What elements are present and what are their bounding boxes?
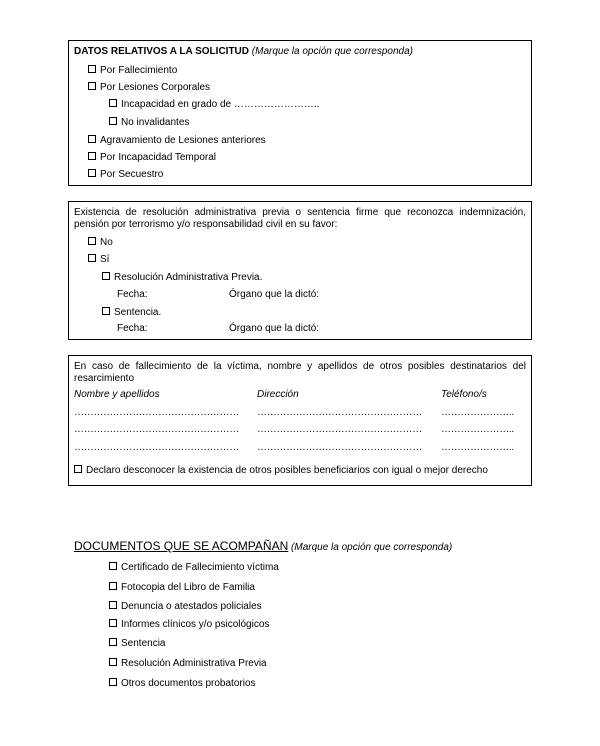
- option-label: Por Secuestro: [100, 169, 164, 180]
- checkbox[interactable]: [109, 117, 117, 125]
- checkbox[interactable]: [74, 465, 82, 473]
- doc-libro-familia[interactable]: [109, 582, 255, 594]
- solicitud-note: (Marque la opción que corresponda): [251, 46, 413, 57]
- option-secuestro[interactable]: [88, 169, 163, 181]
- option-label: No invalidantes: [121, 117, 190, 128]
- direccion-field-1[interactable]: ……………………………………………: [257, 407, 422, 418]
- documentos-title: DOCUMENTOS QUE SE ACOMPAÑAN: [74, 539, 289, 553]
- telefono-field-1[interactable]: …………………..: [441, 407, 514, 418]
- checkbox[interactable]: [109, 619, 117, 627]
- doc-denuncia[interactable]: [109, 601, 262, 613]
- option-incapacidad-grado[interactable]: [109, 99, 319, 111]
- col-direccion-header: Dirección: [257, 389, 299, 400]
- doc-label: Sentencia: [121, 638, 166, 649]
- doc-label: Certificado de Fallecimiento víctima: [121, 562, 279, 573]
- option-label: Por Lesiones Corporales: [100, 82, 211, 93]
- checkbox[interactable]: [88, 135, 96, 143]
- doc-label: Informes clínicos y/o psicológicos: [121, 619, 270, 630]
- option-label: Sentencia.: [114, 307, 162, 318]
- checkbox[interactable]: [88, 237, 96, 245]
- doc-otros[interactable]: [109, 678, 256, 690]
- doc-sentencia[interactable]: [109, 638, 165, 650]
- option-label: Agravamiento de Lesiones anteriores: [100, 135, 266, 146]
- checkbox[interactable]: [88, 169, 96, 177]
- sentencia-fecha-label: Fecha:: [117, 323, 148, 334]
- checkbox[interactable]: [102, 272, 110, 280]
- checkbox[interactable]: [109, 638, 117, 646]
- doc-label: Denuncia o atestados policiales: [121, 601, 262, 612]
- option-label: Por Incapacidad Temporal: [100, 152, 216, 163]
- option-label: Declaro desconocer la existencia de otros posibles beneficiarios con igual o mejor derecho: [86, 465, 488, 476]
- checkbox[interactable]: [109, 678, 117, 686]
- solicitud-title: DATOS RELATIVOS A LA SOLICITUD: [74, 46, 249, 57]
- col-nombre-header: Nombre y apellidos: [74, 389, 160, 400]
- sentencia-organo-label: Órgano que la dictó:: [229, 323, 320, 334]
- doc-resolucion[interactable]: [109, 658, 267, 670]
- option-no-invalidantes[interactable]: [109, 117, 189, 129]
- option-label: Sí: [100, 254, 110, 265]
- checkbox[interactable]: [88, 152, 96, 160]
- option-fallecimiento[interactable]: [88, 65, 177, 77]
- option-sentencia[interactable]: [102, 307, 161, 319]
- option-resolucion-previa[interactable]: [102, 272, 262, 284]
- checkbox[interactable]: [109, 99, 117, 107]
- doc-label: Resolución Administrativa Previa: [121, 658, 267, 669]
- solicitud-section: [68, 40, 532, 186]
- option-declaro[interactable]: [74, 465, 488, 477]
- option-label: Resolución Administrativa Previa.: [114, 272, 263, 283]
- option-lesiones[interactable]: [88, 82, 210, 94]
- checkbox[interactable]: [109, 658, 117, 666]
- telefono-field-2[interactable]: …………………..: [441, 424, 514, 435]
- resolucion-intro: Existencia de resolución administrativa previa o sentencia firme que reconozca indemnización, pensión por terrorismo y/o responsabilidad civil en su favor:: [74, 207, 526, 230]
- checkbox[interactable]: [102, 307, 110, 315]
- option-incapacidad-temporal[interactable]: [88, 152, 216, 164]
- checkbox[interactable]: [88, 65, 96, 73]
- col-telefono-header: Teléfono/s: [441, 389, 487, 400]
- option-no[interactable]: [88, 237, 113, 249]
- telefono-field-3[interactable]: …………………..: [441, 442, 514, 453]
- doc-label: Otros documentos probatorios: [121, 678, 256, 689]
- option-label: No: [100, 237, 113, 248]
- doc-certificado[interactable]: [109, 562, 279, 574]
- option-label: Incapacidad en grado de ……………………..: [121, 99, 320, 110]
- doc-informes[interactable]: [109, 619, 269, 631]
- nombre-field-1[interactable]: ……………………………………………: [74, 407, 239, 418]
- option-si[interactable]: [88, 254, 109, 266]
- direccion-field-2[interactable]: ……………………………………………: [257, 424, 422, 435]
- resolucion-fecha-label: Fecha:: [117, 289, 148, 300]
- checkbox[interactable]: [88, 254, 96, 262]
- checkbox[interactable]: [109, 601, 117, 609]
- nombre-field-3[interactable]: ……………………………………………: [74, 442, 239, 453]
- checkbox[interactable]: [109, 582, 117, 590]
- documentos-note: (Marque la opción que corresponda): [291, 542, 453, 553]
- option-label: Por Fallecimiento: [100, 65, 178, 76]
- solicitud-heading: [74, 46, 413, 58]
- checkbox[interactable]: [88, 82, 96, 90]
- documentos-heading: [74, 539, 452, 555]
- doc-label: Fotocopia del Libro de Familia: [121, 582, 255, 593]
- option-agravamiento[interactable]: [88, 135, 266, 147]
- fallecimiento-intro: En caso de fallecimiento de la víctima, nombre y apellidos de otros posibles destinatarios del resarcimiento: [74, 361, 526, 384]
- checkbox[interactable]: [109, 562, 117, 570]
- nombre-field-2[interactable]: ……………………………………………: [74, 424, 239, 435]
- direccion-field-3[interactable]: ……………………………………………: [257, 442, 422, 453]
- resolucion-organo-label: Órgano que la dictó:: [229, 289, 320, 300]
